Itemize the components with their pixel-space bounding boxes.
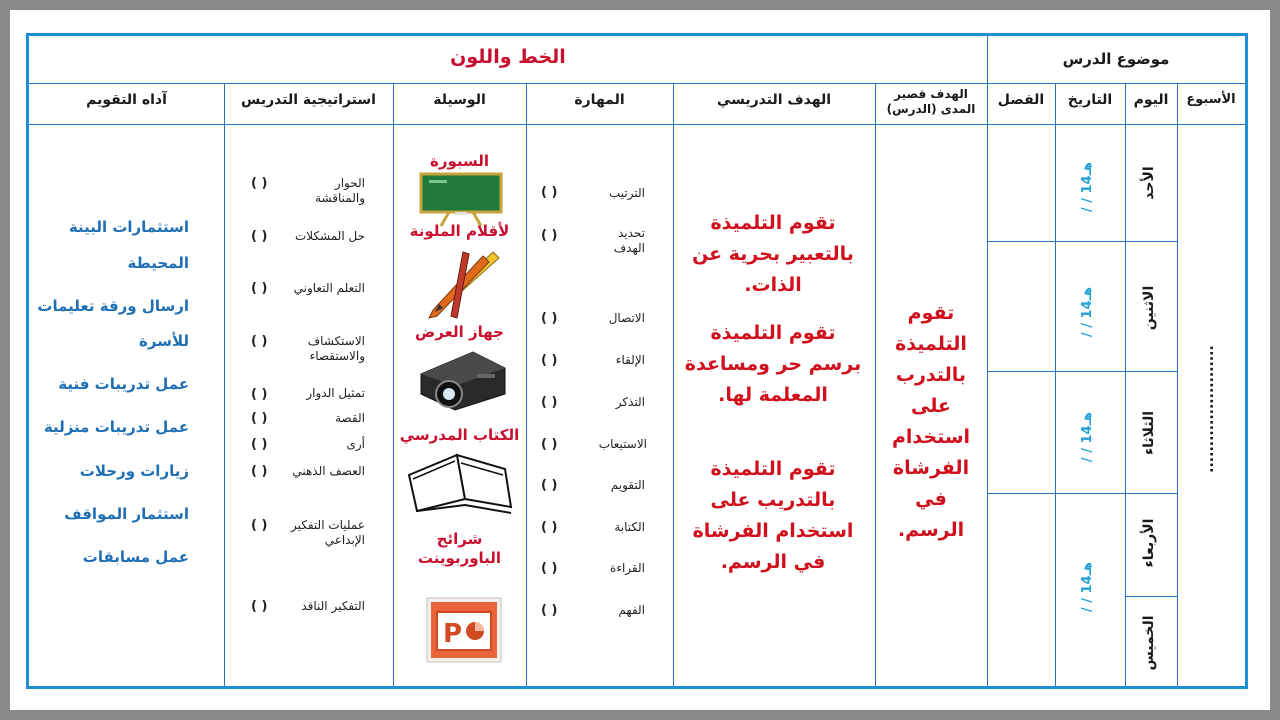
day-divider	[987, 371, 1177, 372]
col-assessment: آداه التقويم	[86, 92, 167, 108]
date-sunday: / / 14هـ	[1080, 161, 1095, 213]
skill-item: التذكر	[615, 395, 645, 409]
skill-check: ( )	[541, 311, 558, 326]
col-short-goal: الهدف قصير المدى (الدرس)	[886, 87, 976, 116]
strategy-item: عمليات التفكير الإبداعي	[290, 518, 365, 547]
tools-column	[393, 124, 526, 684]
strategy-check: ( )	[251, 599, 268, 614]
day-wednesday: الأربعاء	[1141, 518, 1157, 568]
assessment-item: عمل تدريبات فنية	[58, 375, 189, 393]
col-teaching-goal: الهدف التدريسي	[716, 92, 832, 108]
strategy-check: ( )	[251, 229, 268, 244]
skill-check: ( )	[541, 228, 558, 243]
strategy-check: ( )	[251, 387, 268, 402]
col-tool: الوسيلة	[433, 92, 486, 108]
book-icon	[405, 449, 515, 519]
strategy-item: التفكير الناقد	[301, 599, 365, 613]
skill-item: الاستيعاب	[598, 437, 647, 451]
strategy-item: الحوار والمناقشة	[315, 176, 365, 205]
skill-item: الاتصال	[608, 311, 645, 325]
strategy-item: التعلم التعاوني	[293, 281, 365, 295]
powerpoint-icon	[421, 594, 505, 668]
teaching-goal-2: تقوم التلميذة برسم حر ومساعدة المعلمة لها.	[684, 322, 862, 406]
tool-label-slides: شرائح الباوربوينت	[417, 530, 502, 567]
assessment-item: استثمارات البينة	[68, 218, 189, 236]
skill-item: الفهم	[618, 603, 645, 617]
short-goal-text: تقوم التلميذة بالتدرب على استخدام الفرشاة في الرسم.	[891, 302, 971, 541]
strategy-check: ( )	[251, 176, 268, 191]
col-strategy: استراتيجية التدريس	[241, 92, 376, 108]
assessment-item: ارسال ورقة تعليمات	[37, 297, 189, 315]
skill-check: ( )	[541, 353, 558, 368]
skill-check: ( )	[541, 478, 558, 493]
strategy-check: ( )	[251, 518, 268, 533]
strategy-item: تمثيل الدوار	[306, 386, 365, 400]
tool-label-projector: جهاز العرض	[415, 323, 504, 341]
col-divider	[224, 83, 225, 686]
date-wednesday: / / 14هـ	[1080, 561, 1095, 613]
strategy-check: ( )	[251, 281, 268, 296]
strategy-check: ( )	[251, 437, 268, 452]
row-divider	[29, 83, 1245, 84]
topic-label: موضوع الدرس	[1062, 50, 1170, 68]
pencils-icon	[423, 246, 501, 320]
chalkboard-icon	[419, 172, 503, 228]
skill-item: التقويم	[610, 478, 645, 492]
skill-check: ( )	[541, 603, 558, 618]
teaching-goal-1: تقوم التلميذة بالتعبير بحرية عن الذات.	[692, 212, 854, 296]
tool-label-board: السبورة	[429, 152, 490, 170]
assessment-item: زيارات ورحلات	[79, 462, 189, 480]
day-divider	[987, 493, 1177, 494]
assessment-item: للأسرة	[139, 332, 189, 350]
col-divider	[1125, 83, 1126, 686]
skill-check: ( )	[541, 437, 558, 452]
assessment-item: عمل تدريبات منزلية	[43, 418, 189, 436]
tool-label-pens: لأقلام الملونة	[409, 222, 510, 240]
col-day: اليوم	[1133, 92, 1169, 108]
col-class: الفصل	[997, 92, 1045, 108]
strategy-check: ( )	[251, 464, 268, 479]
col-divider	[875, 83, 876, 686]
skill-item: الترتيب	[609, 186, 645, 200]
col-divider	[1177, 83, 1178, 686]
assessment-item: عمل مسابقات	[82, 548, 189, 566]
assessment-column	[29, 124, 219, 684]
day-divider	[987, 241, 1177, 242]
day-tuesday: الثلاثاء	[1141, 410, 1157, 456]
skill-item: تحديد الهدف	[613, 226, 645, 255]
date-monday: / / 14هـ	[1080, 286, 1095, 338]
col-skill: المهارة	[574, 92, 625, 108]
col-divider	[1055, 83, 1056, 686]
skill-item: الإلقاء	[615, 353, 645, 367]
skill-item: الكتابة	[614, 520, 645, 534]
week-value: ........................	[1201, 345, 1217, 473]
col-divider	[526, 83, 527, 686]
skill-check: ( )	[541, 185, 558, 200]
day-sunday: الأحد	[1141, 166, 1157, 200]
skill-check: ( )	[541, 561, 558, 576]
assessment-item: المحيطة	[127, 254, 189, 272]
strategy-check: ( )	[251, 411, 268, 426]
day-divider	[1125, 596, 1177, 597]
strategy-item: أرى	[346, 437, 365, 451]
assessment-item: استثمار المواقف	[64, 505, 189, 523]
skill-check: ( )	[541, 520, 558, 535]
strategy-item: القصة	[335, 411, 365, 425]
strategy-item: الاستكشاف والاستقصاء	[307, 334, 365, 363]
projector-icon	[415, 344, 509, 414]
svg-text:P: P	[443, 619, 463, 649]
day-monday: الاثنين	[1141, 285, 1157, 331]
strategy-item: حل المشكلات	[294, 229, 365, 243]
skill-item: القراءة	[610, 561, 645, 575]
strategy-item: العصف الذهني	[292, 464, 365, 478]
day-thursday: الخميس	[1141, 615, 1157, 671]
col-week: الأسبوع	[1186, 92, 1236, 107]
col-date: التاريخ	[1067, 92, 1113, 108]
teaching-goal-3: تقوم التلميذة بالتدريب على استخدام الفرشاة في الرسم.	[692, 458, 854, 573]
skill-check: ( )	[541, 395, 558, 410]
lesson-title: الخط واللون	[450, 46, 566, 68]
col-divider	[673, 83, 674, 686]
col-divider	[987, 36, 988, 686]
lesson-plan-table	[26, 33, 1248, 689]
date-tuesday: / / 14هـ	[1080, 411, 1095, 463]
tool-label-textbook: الكتاب المدرسي	[399, 426, 520, 444]
strategy-check: ( )	[251, 334, 268, 349]
